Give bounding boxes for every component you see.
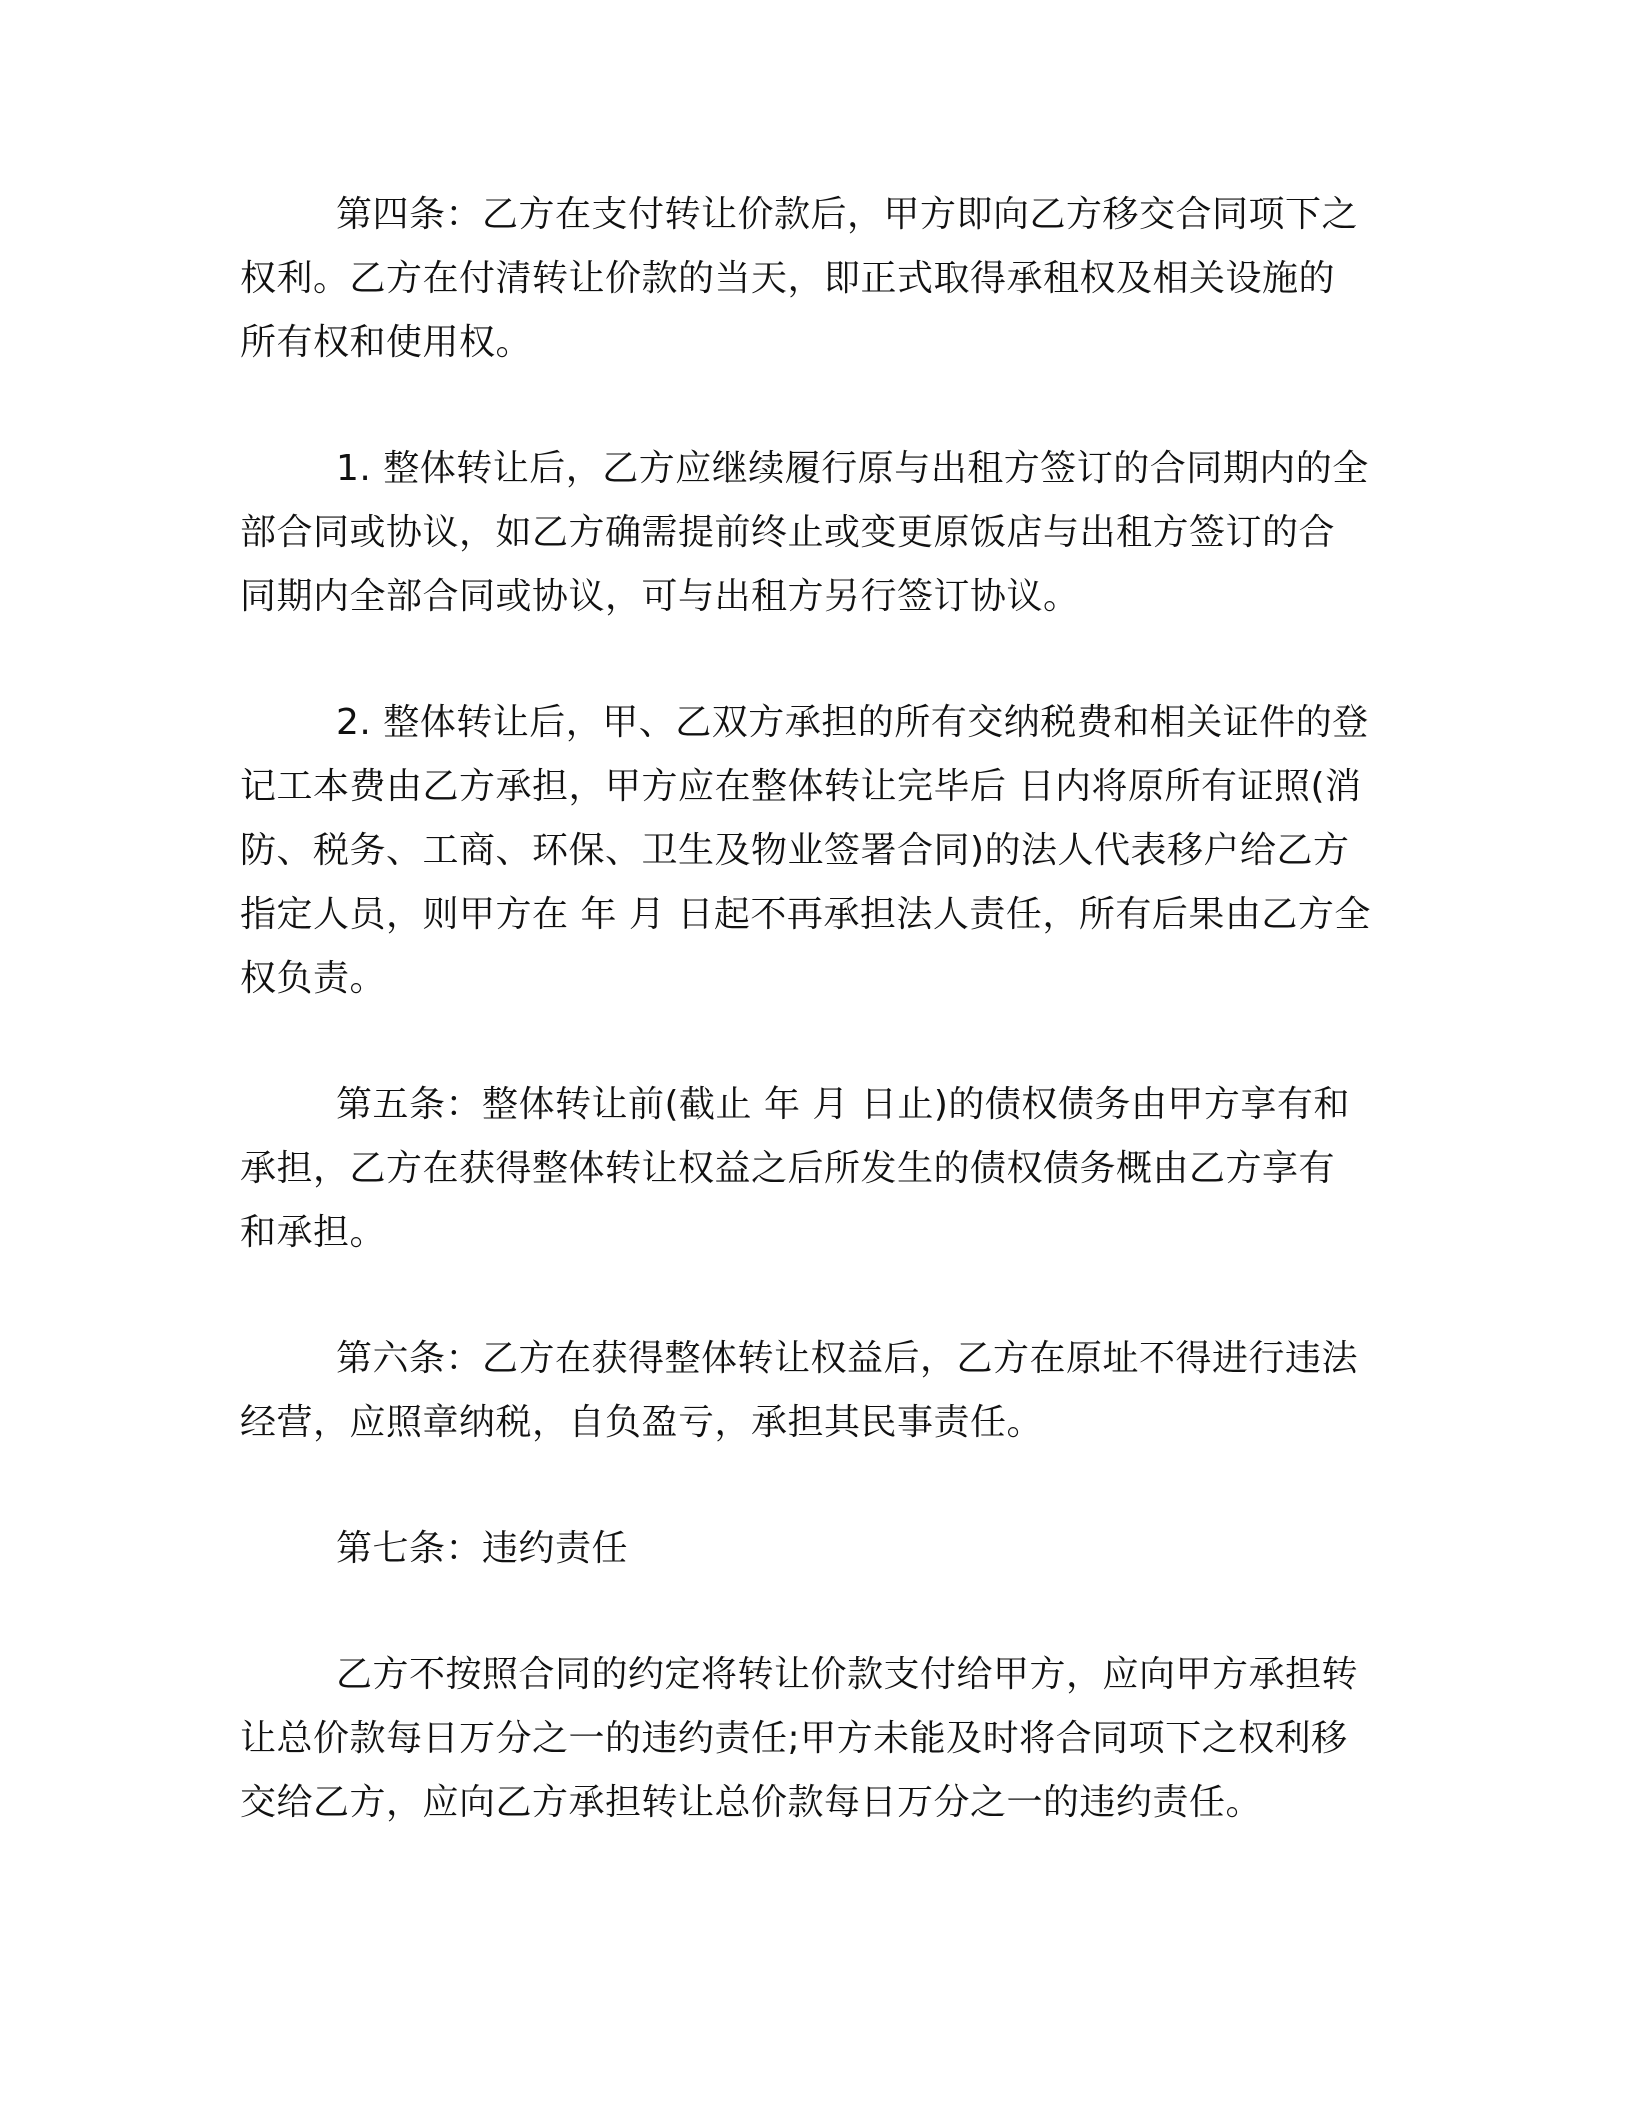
text-line: 防、税务、工商、环保、卫生及物业签署合同)的法人代表移户给乙方: [240, 830, 1350, 871]
text-line: 权负责。: [240, 958, 387, 999]
text-line: 第七条：违约责任: [336, 1528, 629, 1569]
text-line: 经营，应照章纳税，自负盈亏，承担其民事责任。: [240, 1402, 1044, 1443]
text-line: 指定人员，则甲方在 年 月 日起不再承担法人责任，所有后果由乙方全: [240, 894, 1371, 935]
text-line: 第六条：乙方在获得整体转让权益后，乙方在原址不得进行违法: [336, 1338, 1359, 1379]
paragraph-clause-2: [240, 691, 1380, 1011]
text-line: 承担，乙方在获得整体转让权益之后所发生的债权债务概由乙方享有: [240, 1148, 1336, 1189]
text-line: 乙方不按照合同的约定将转让价款支付给甲方，应向甲方承担转: [336, 1654, 1359, 1695]
text-line: 第五条：整体转让前(截止 年 月 日止)的债权债务由甲方享有和: [336, 1084, 1350, 1125]
text-line: 1. 整体转让后，乙方应继续履行原与出租方签订的合同期内的全: [336, 448, 1369, 489]
text-line: 记工本费由乙方承担，甲方应在整体转让完毕后 日内将原所有证照(消: [240, 766, 1362, 807]
text-line: 2. 整体转让后，甲、乙双方承担的所有交纳税费和相关证件的登: [336, 702, 1369, 743]
paragraph-clause-1: [240, 437, 1380, 629]
text-line: 让总价款每日万分之一的违约责任;甲方未能及时将合同项下之权利移: [240, 1718, 1348, 1759]
paragraph-article-7-body: [240, 1643, 1380, 1835]
paragraph-article-4: [240, 183, 1380, 375]
paragraph-article-5: [240, 1073, 1380, 1265]
heading-article-7: [240, 1517, 1380, 1581]
paragraph-article-6: [240, 1327, 1380, 1455]
text-line: 第四条：乙方在支付转让价款后，甲方即向乙方移交合同项下之: [336, 194, 1359, 235]
text-line: 交给乙方，应向乙方承担转让总价款每日万分之一的违约责任。: [240, 1782, 1263, 1823]
document-body: [240, 183, 1380, 1897]
text-line: 部合同或协议，如乙方确需提前终止或变更原饭店与出租方签订的合: [240, 512, 1336, 553]
text-line: 权利。乙方在付清转让价款的当天，即正式取得承租权及相关设施的: [240, 258, 1336, 299]
text-line: 和承担。: [240, 1212, 387, 1253]
text-line: 所有权和使用权。: [240, 322, 533, 363]
text-line: 同期内全部合同或协议，可与出租方另行签订协议。: [240, 576, 1080, 617]
